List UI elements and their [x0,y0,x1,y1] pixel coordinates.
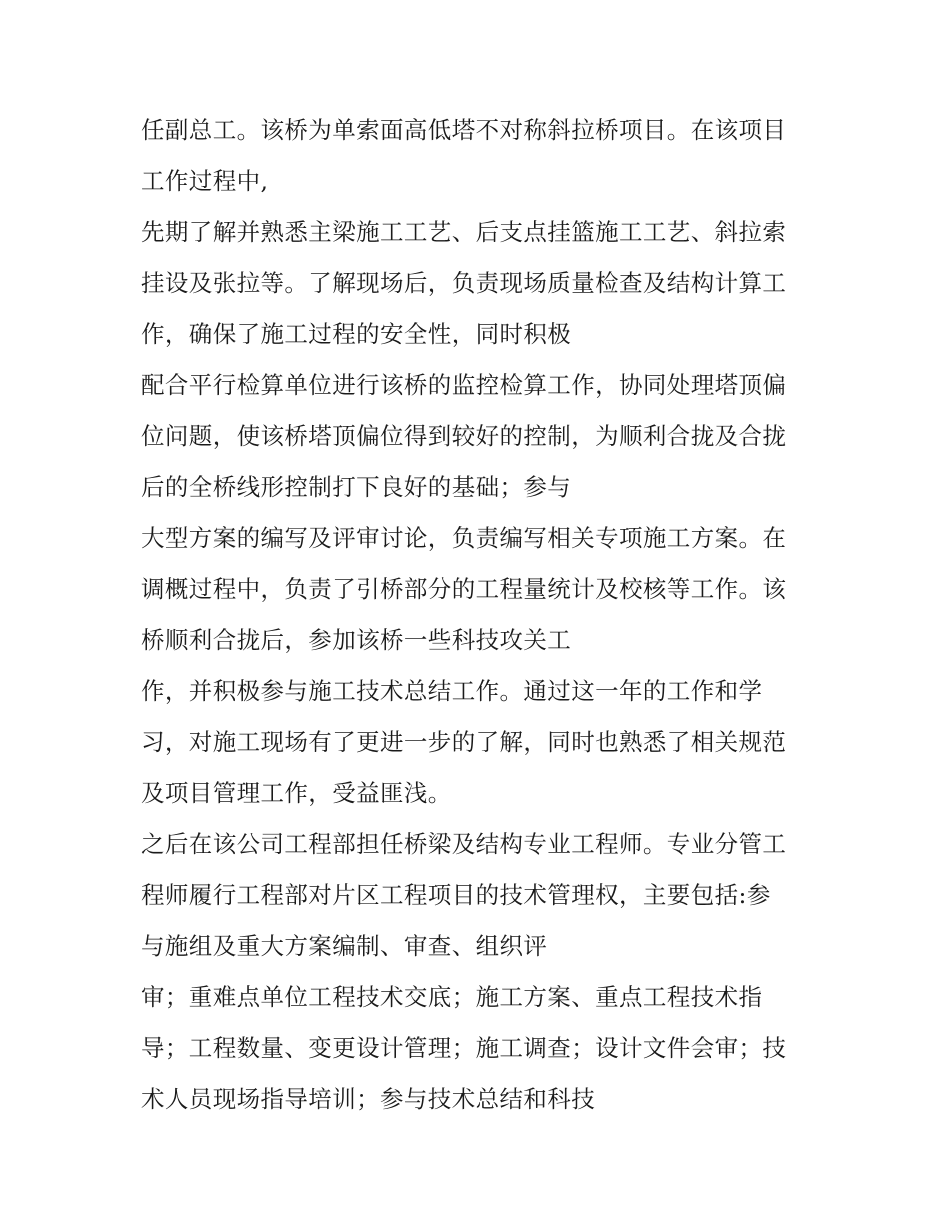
text-line: 作，确保了施工过程的安全性，同时积极 [141,320,572,348]
text-line: 工作过程中, [141,167,269,195]
text-line: 先期了解并熟悉主梁施工工艺、后支点挂篮施工工艺、斜拉索 [141,218,787,246]
text-line: 后的全桥线形控制打下良好的基础；参与 [141,473,572,501]
text-line: 之后在该公司工程部担任桥梁及结构专业工程师。专业分管工 [141,830,787,858]
text-line: 位问题，使该桥塔顶偏位得到较好的控制，为顺利合拢及合拢 [141,422,787,450]
text-line: 桥顺利合拢后，参加该桥一些科技攻关工 [141,626,572,654]
text-line: 任副总工。该桥为单索面高低塔不对称斜拉桥项目。在该项目 [141,116,787,144]
text-line: 调概过程中，负责了引桥部分的工程量统计及校核等工作。该 [141,575,787,603]
text-line: 与施组及重大方案编制、审查、组织评 [141,932,548,960]
text-line: 导；工程数量、变更设计管理；施工调查；设计文件会审；技 [141,1034,787,1062]
text-line: 术人员现场指导培训；参与技术总结和科技 [141,1085,596,1113]
text-line: 大型方案的编写及评审讨论，负责编写相关专项施工方案。在 [141,524,787,552]
text-line: 挂设及张拉等。了解现场后，负责现场质量检查及结构计算工 [141,269,787,297]
text-line: 习，对施工现场有了更进一步的了解，同时也熟悉了相关规范 [141,728,787,756]
text-line: 审；重难点单位工程技术交底；施工方案、重点工程技术指 [141,983,763,1011]
text-line: 配合平行检算单位进行该桥的监控检算工作，协同处理塔顶偏 [141,371,787,399]
body-text [141,105,821,1125]
text-line: 作，并积极参与施工技术总结工作。通过这一年的工作和学 [141,677,763,705]
text-line: 及项目管理工作，受益匪浅。 [141,779,452,807]
text-line: 程师履行工程部对片区工程项目的技术管理权，主要包括:参 [141,881,771,909]
